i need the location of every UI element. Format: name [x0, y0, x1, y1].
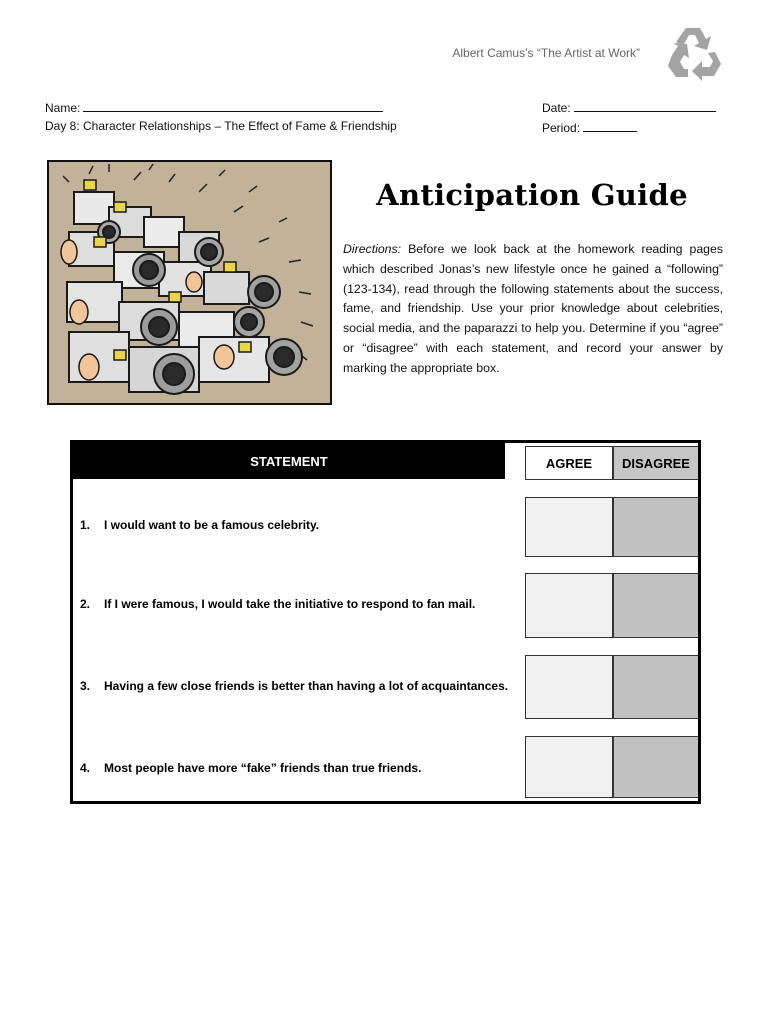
anticipation-table: [70, 440, 701, 804]
statement-number: 2.: [80, 597, 91, 611]
statement-number: 4.: [80, 761, 91, 775]
statement-number: 1.: [80, 518, 91, 532]
statement-row: [80, 518, 319, 532]
directions-text: Before we look back at the homework reading pages which described Jonas’s new lifestyle once he gained a “following” (123-134), read through the following statements about the success, fame, and friendship. Use your prior knowledge about celebrities, social media, and the paparazzi to help you. Determine if you “agree” or “disagree” with each statement, and record your answer by marking the appropriate box.: [343, 242, 723, 375]
agree-header: AGREE: [525, 446, 613, 480]
paparazzi-illustration: [49, 162, 330, 403]
agree-checkbox-1[interactable]: [525, 497, 613, 557]
statement-text: Most people have more “fake” friends than true friends.: [104, 761, 422, 775]
date-blank[interactable]: [574, 99, 716, 112]
directions-label: Directions:: [343, 242, 402, 256]
statement-text: Having a few close friends is better than having a lot of acquaintances.: [104, 679, 509, 693]
statement-header: STATEMENT: [73, 443, 505, 479]
name-blank[interactable]: [83, 99, 383, 112]
directions-paragraph: [343, 240, 723, 379]
statement-text: I would want to be a famous celebrity.: [104, 518, 320, 532]
page-title: Anticipation Guide: [376, 178, 688, 212]
disagree-header: DISAGREE: [613, 446, 698, 480]
period-blank[interactable]: [583, 119, 637, 132]
name-field[interactable]: [45, 99, 383, 115]
agree-checkbox-3[interactable]: [525, 655, 613, 719]
course-header: Albert Camus’s “The Artist at Work”: [452, 46, 640, 60]
statement-number: 3.: [80, 679, 91, 693]
lesson-title: Day 8: Character Relationships – The Effect of Fame & Friendship: [45, 119, 397, 133]
agree-checkbox-2[interactable]: [525, 573, 613, 638]
disagree-checkbox-4[interactable]: [613, 736, 698, 798]
disagree-checkbox-3[interactable]: [613, 655, 698, 719]
recycle-icon: [664, 22, 724, 82]
date-label: Date:: [542, 101, 571, 115]
statement-row: [80, 597, 475, 611]
agree-checkbox-4[interactable]: [525, 736, 613, 798]
name-label: Name:: [45, 101, 81, 115]
statement-row: [80, 761, 421, 775]
disagree-checkbox-2[interactable]: [613, 573, 698, 638]
statement-row: [80, 679, 508, 693]
statement-text: If I were famous, I would take the initiative to respond to fan mail.: [104, 597, 476, 611]
period-field[interactable]: [542, 119, 637, 135]
period-label: Period:: [542, 121, 581, 135]
paparazzi-cartoon: [47, 160, 332, 405]
date-field[interactable]: [542, 99, 716, 115]
disagree-checkbox-1[interactable]: [613, 497, 698, 557]
